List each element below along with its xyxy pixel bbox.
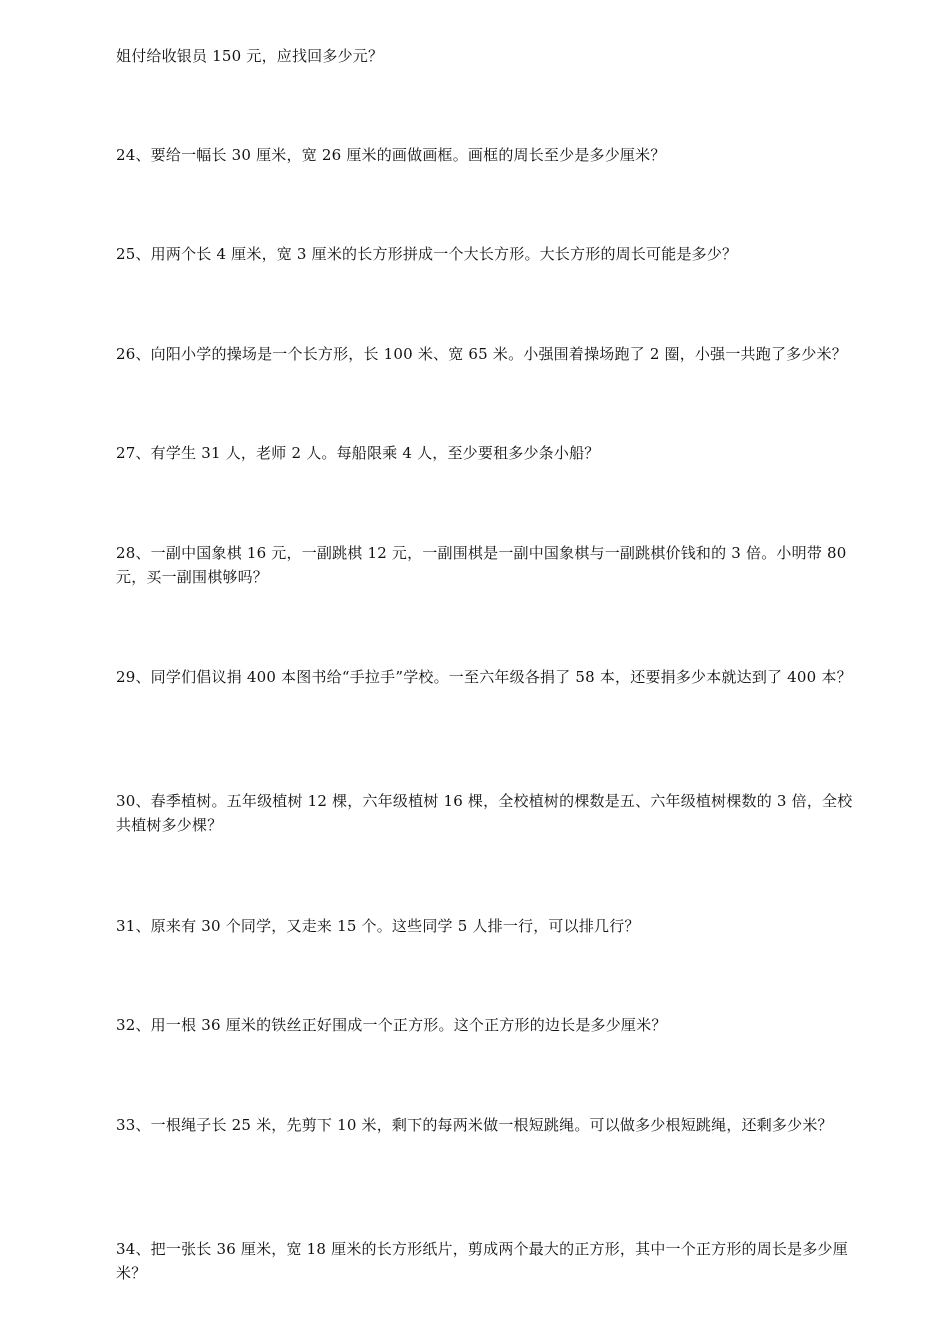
problem-28: 28、一副中国象棋 16 元，一副跳棋 12 元，一副围棋是一副中国象棋与一副跳棋价钱和的 3 倍。小明带 80 元，买一副围棋够吗？ (116, 544, 847, 586)
problem-30: 30、春季植树。五年级植树 12 棵，六年级植树 16 棵，全校植树的棵数是五、六年级植树棵数的 3 倍，全校共植树多少棵？ (116, 792, 853, 834)
problem-29: 29、同学们倡议捐 400 本图书给“手拉手”学校。一至六年级各捐了 58 本，还要捐多少本就达到了 400 本？ (116, 668, 852, 686)
problem-26: 26、向阳小学的操场是一个长方形，长 100 米、宽 65 米。小强围着操场跑了 2 圈，小强一共跑了多少米？ (116, 345, 847, 363)
problem-24: 24、要给一幅长 30 厘米，宽 26 厘米的画做画框。画框的周长至少是多少厘米？ (116, 146, 666, 164)
problem-31: 31、原来有 30 个同学，又走来 15 个。这些同学 5 人排一行，可以排几行？ (116, 917, 640, 935)
problem-27: 27、有学生 31 人，老师 2 人。每船限乘 4 人，至少要租多少条小船？ (116, 444, 600, 462)
problem-25: 25、用两个长 4 厘米，宽 3 厘米的长方形拼成一个大长方形。大长方形的周长可能是多少？ (116, 245, 738, 263)
problem-34: 34、把一张长 36 厘米，宽 18 厘米的长方形纸片，剪成两个最大的正方形，其中一个正方形的周长是多少厘米？ (116, 1240, 848, 1282)
problem-33: 33、一根绳子长 25 米，先剪下 10 米，剩下的每两米做一根短跳绳。可以做多少根短跳绳，还剩多少米？ (116, 1116, 833, 1134)
problem-23-continuation: 姐付给收银员 150 元，应找回多少元？ (116, 47, 384, 65)
problem-32: 32、用一根 36 厘米的铁丝正好围成一个正方形。这个正方形的边长是多少厘米？ (116, 1016, 667, 1034)
